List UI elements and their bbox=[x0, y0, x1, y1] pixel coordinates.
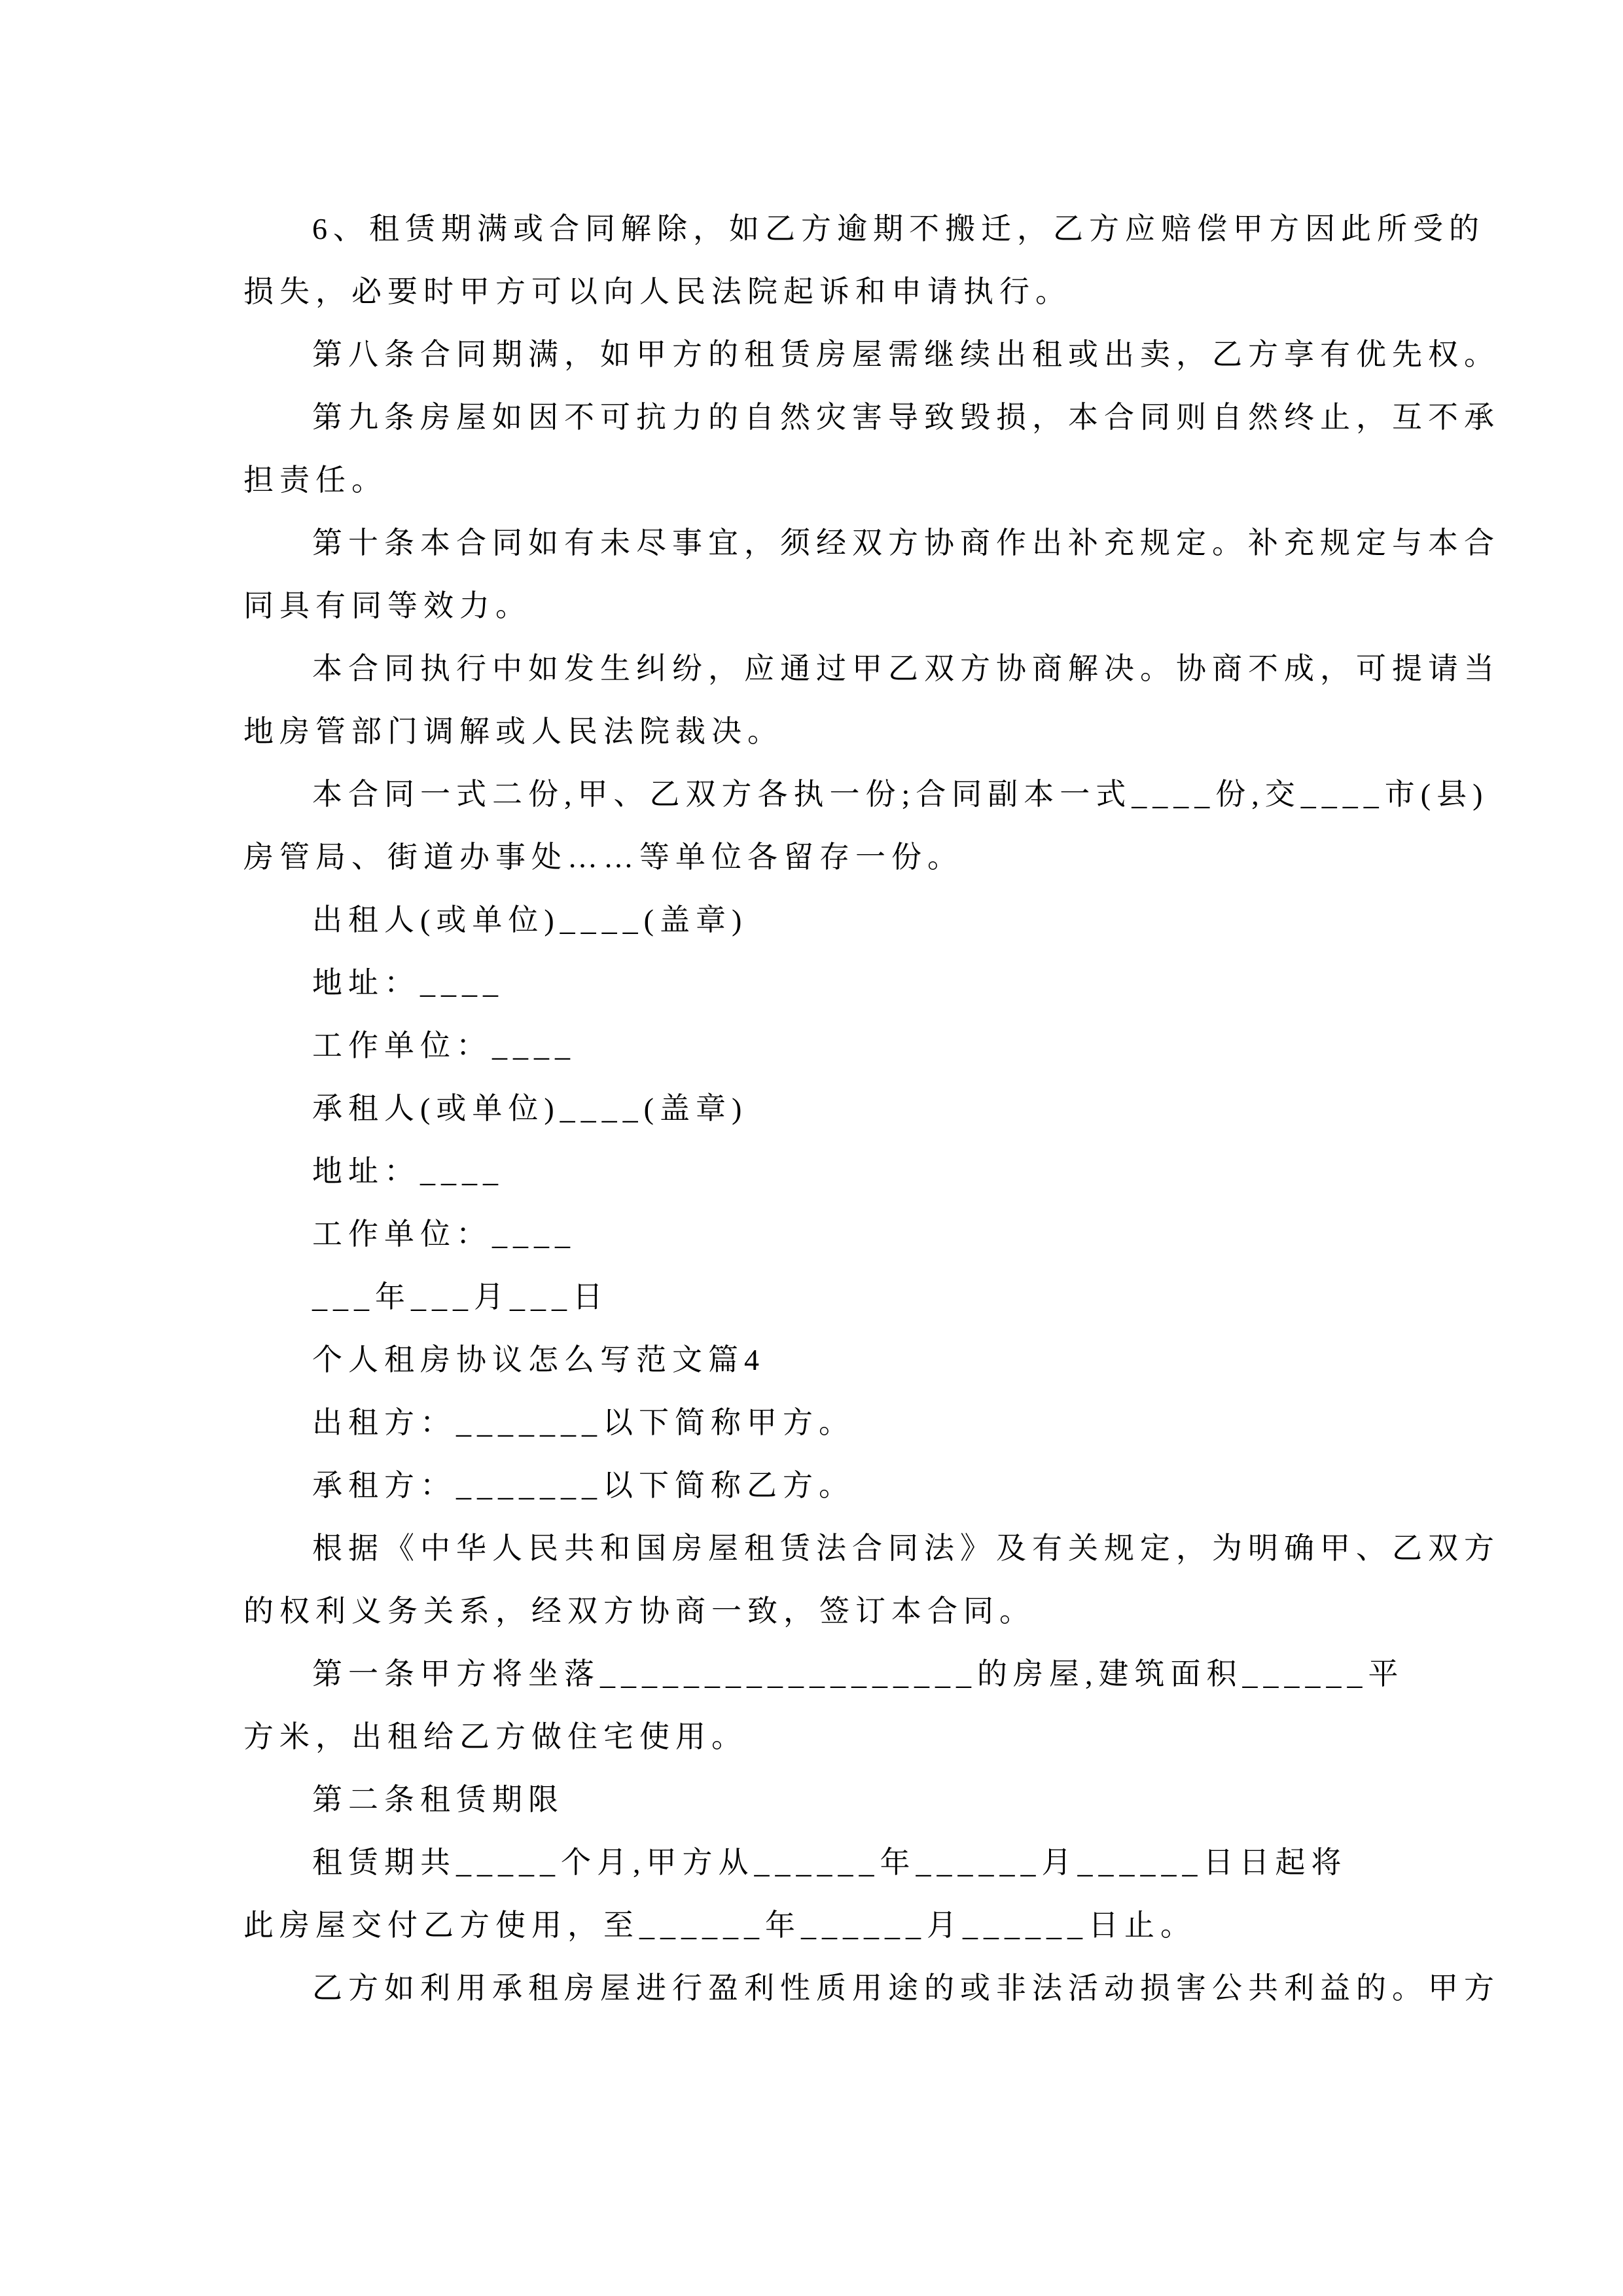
text-line: 担责任。 bbox=[243, 463, 387, 497]
text-line: 承租人(或单位)____(盖章) bbox=[312, 1092, 748, 1125]
text-line: 出租方：_______以下简称甲方。 bbox=[312, 1406, 855, 1439]
text-line: 此房屋交付乙方使用，至______年______月______日止。 bbox=[243, 1909, 1196, 1942]
text-line: 承租方：_______以下简称乙方。 bbox=[312, 1469, 855, 1502]
text-line: 本合同一式二份,甲、乙双方各执一份;合同副本一式____份,交____市(县) bbox=[312, 778, 1489, 811]
text-line: 同具有同等效力。 bbox=[243, 589, 531, 622]
text-line: 第八条合同期满，如甲方的租赁房屋需继续出租或出卖，乙方享有优先权。 bbox=[312, 338, 1500, 371]
text-line: 乙方如利用承租房屋进行盈利性质用途的或非法活动损害公共利益的。甲方 bbox=[312, 1971, 1500, 2005]
text-line: 损失，必要时甲方可以向人民法院起诉和申请执行。 bbox=[243, 275, 1071, 308]
text-line: 6、租赁期满或合同解除，如乙方逾期不搬迁，乙方应赔偿甲方因此所受的 bbox=[312, 212, 1485, 245]
text-line: 工作单位：____ bbox=[312, 1217, 576, 1251]
text-line: 方米，出租给乙方做住宅使用。 bbox=[243, 1720, 747, 1753]
text-line: 出租人(或单位)____(盖章) bbox=[312, 903, 748, 937]
text-line: 第九条房屋如因不可抗力的自然灾害导致毁损，本合同则自然终止，互不承 bbox=[312, 401, 1500, 434]
text-line: 租赁期共_____个月,甲方从______年______月______日日起将 bbox=[312, 1846, 1347, 1879]
text-line: 的权利义务关系，经双方协商一致，签订本合同。 bbox=[243, 1594, 1035, 1628]
text-line: 房管局、街道办事处……等单位各留存一份。 bbox=[243, 840, 963, 874]
text-line: 第二条租赁期限 bbox=[312, 1783, 564, 1816]
text-line: 地址：____ bbox=[312, 966, 504, 999]
text-line: 第一条甲方将坐落__________________的房屋,建筑面积______平 bbox=[312, 1657, 1404, 1691]
text-line: 地址：____ bbox=[312, 1155, 504, 1188]
text-line: 工作单位：____ bbox=[312, 1029, 576, 1062]
text-line: 个人租房协议怎么写范文篇4 bbox=[312, 1343, 765, 1376]
text-line: 本合同执行中如发生纠纷，应通过甲乙双方协商解决。协商不成，可提请当 bbox=[312, 652, 1500, 685]
text-line: 根据《中华人民共和国房屋租赁法合同法》及有关规定，为明确甲、乙双方 bbox=[312, 1532, 1500, 1565]
text-line: ___年___月___日 bbox=[312, 1280, 609, 1314]
text-line: 第十条本合同如有未尽事宜，须经双方协商作出补充规定。补充规定与本合 bbox=[312, 526, 1500, 560]
document-body bbox=[243, 198, 1500, 2020]
text-line: 地房管部门调解或人民法院裁决。 bbox=[243, 715, 783, 748]
